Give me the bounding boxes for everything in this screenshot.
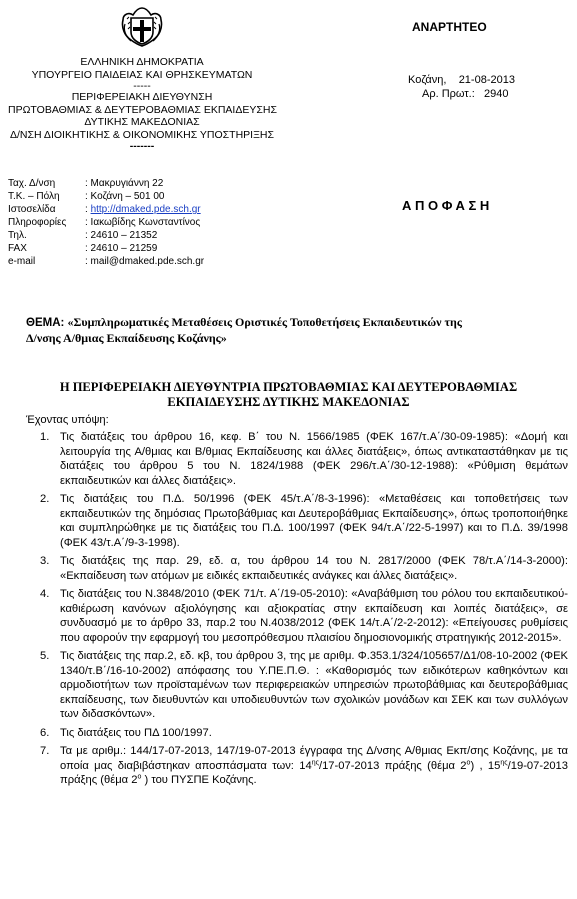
- subject-text-line1: «Συμπληρωματικές Μεταθέσεις Οριστικές Τοποθετήσεις Εκπαιδευτικών της: [67, 315, 462, 329]
- protocol-number: Αρ. Πρωτ.: 2940: [422, 88, 509, 100]
- org-line-republic: ΕΛΛΗΝΙΚΗ ΔΗΜΟΚΡΑΤΙΑ: [80, 56, 204, 68]
- publish-stamp: ΑΝΑΡΤΗΤΕΟ: [412, 20, 487, 34]
- contact-phone: Τηλ. : 24610 – 21352: [8, 230, 158, 241]
- subject-block: [26, 315, 570, 346]
- contact-information-person: Πληροφορίες : Ιακωβίδης Κωνσταντίνος: [8, 217, 201, 228]
- org-line-ministry: ΥΠΟΥΡΓΕΙΟ ΠΑΙΔΕΙΑΣ ΚΑΙ ΘΡΗΣΚΕΥΜΑΤΩΝ: [31, 68, 253, 81]
- coat-of-arms-emblem: [119, 6, 165, 52]
- website-link[interactable]: http://dmaked.pde.sch.gr: [90, 204, 201, 215]
- list-item: 7. Τα με αριθμ.: 144/17-07-2013, 147/19-07-2013 έγγραφα της Δ/νσης Α/θμιας Εκπ/σης Κοζάνης, με τα οποία μας διαβιβάστηκαν αποσπάσματα των: $14^{\eta\varsigma}/17-07-2013$ πράξης (θέμα $2^o$) , $15^{\eta\varsigma}/19-07-2013$ πράξης (θέμα $2^o$ ) του ΠΥΣΠΕ Κοζάνης.: [40, 745, 568, 786]
- place-date: Κοζάνη, 21-08-2013: [408, 74, 515, 86]
- decision-title: Α Π Ο Φ Α Σ Η: [402, 198, 490, 213]
- contact-info: [8, 178, 268, 278]
- subject-label: ΘΕΜΑ:: [26, 317, 65, 329]
- org-line-department: Δ/ΝΣΗ ΔΙΟΙΚΗΤΙΚΗΣ & ΟΙΚΟΝΟΜΙΚΗΣ ΥΠΟΣΤΗΡΙΞΗΣ: [10, 128, 274, 141]
- contact-postal-city: Τ.Κ. – Πόλη : Κοζάνη – 501 00: [8, 191, 165, 202]
- director-heading: Η ΠΕΡΙΦΕΡΕΙΑΚΗ ΔΙΕΥΘΥΝΤΡΙΑ ΠΡΩΤΟΒΑΘΜΙΑΣ ΚΑΙ ΔΕΥΤΕΡΟΒΑΘΜΙΑΣ ΕΚΠΑΙΔΕΥΣΗΣ ΔΥΤΙΚΗΣ ΜΑΚΕΔΟΝΙΑΣ: [59, 380, 518, 409]
- org-line-region: ΔΥΤΙΚΗΣ ΜΑΚΕΔΟΝΙΑΣ: [84, 116, 200, 128]
- list-item: 5. Τις διατάξεις της παρ.2, εδ. κβ, του άρθρου 3, της με αριθμ. Φ.353.1/324/105657/Δ1/08-10-2002 (ΦΕΚ 1340/τ.Β΄/16-10-2002) απόφασης του Υ.ΠΕ.Π.Θ. : «Καθορισμός των ειδικότερων καθηκόντων και αρμοδιοτήτων των προϊσταμένων των περιφερειακών υπηρεσιών πρωτοβάθμιας και δευτεροβάθμιας εκπαίδευσης, των διευθυντών και υποδιευθυντών των σχολικών μονάδων και ΣΕΚ και των συλλόγων των διδασκόντων».: [40, 650, 568, 720]
- list-item: 3. Τις διατάξεις της παρ. 29, εδ. α, του άρθρου 14 του Ν. 2817/2000 (ΦΕΚ 78/τ.Α΄/14-3-2000): «Εκπαίδευση των ατόμων με ειδικές εκπαιδευτικές ανάγκες και άλλες διατάξεις».: [40, 555, 568, 582]
- list-item: 2. Τις διατάξεις του Π.Δ. 50/1996 (ΦΕΚ 45/τ.Α΄/8-3-1996): «Μεταθέσεις και τοποθετήσεις των εκπαιδευτικών της δημόσιας Πρωτοβάθμιας και Δευτεροβάθμιας Εκπαίδευσης», όπως τροποποιήθηκε και συμπληρώθηκε με τις διατάξεις του Π.Δ. 100/1997 (ΦΕΚ 94/τ.Α΄/22-5-1997) και το Π.Δ. 39/1998 (ΦΕΚ 43/τ.Α΄/9-3-1998).: [40, 493, 568, 549]
- list-item: 1. Τις διατάξεις του άρθρου 16, κεφ. Β΄ του Ν. 1566/1985 (ΦΕΚ 167/τ.Α΄/30-09-1985): «Δομή και λειτουργία της Α/θμιας και Β/θμιας Εκπαίδευσης και άλλες διατάξεις», όπως αντικαταστάθηκαν με τις διατάξεις του άρθρου 5 του Ν. 1824/1988 (ΦΕΚ 296/τ.Α΄/30-12-1988): «Ρύθμιση θεμάτων εκπαιδευτικών και άλλες διατάξεις».: [40, 431, 568, 487]
- org-separator: -----: [133, 80, 151, 92]
- list-item: 4. Τις διατάξεις του Ν.3848/2010 (ΦΕΚ 71/τ. Α΄/19-05-2010): «Αναβάθμιση του ρόλου του εκπαιδευτικού-καθιέρωση κανόνων αξιολόγησης και αξιοκρατίας στην εκπαίδευση και λοιπές διατάξεις», σε συνδυασμό με το άρθρο 33, παρ.2 του Ν.4038/2012 (ΦΕΚ 14/τ.Α΄/2-2-2012): «Επείγουσες ρυθμίσεις που αφορούν την εφαρμογή του μεσοπρόθεσμου πλαισίου δημοσιονομικής στρατηγικής 2012-2015».: [40, 588, 568, 644]
- contact-email: e-mail : mail@dmaked.pde.sch.gr: [8, 256, 205, 267]
- considerations-list: [32, 430, 568, 792]
- org-line-education-levels: ΠΡΩΤΟΒΑΘΜΙΑΣ & ΔΕΥΤΕΡΟΒΑΘΜΙΑΣ ΕΚΠΑΙΔΕΥΣΗΣ: [8, 103, 277, 116]
- contact-address: Ταχ. Δ/νση : Μακρυγιάννη 22: [8, 178, 164, 189]
- subject-text-line2: Δ/νσης Α/θμιας Εκπαίδευσης Κοζάνης»: [26, 331, 227, 345]
- list-item: 6. Τις διατάξεις του ΠΔ 100/1997.: [40, 726, 212, 739]
- organization-header: [8, 56, 276, 151]
- contact-fax: FAX : 24610 – 21259: [8, 243, 158, 254]
- considerations-intro: Έχοντας υπόψη:: [26, 414, 109, 426]
- contact-website: Ιστοσελίδα : http://dmaked.pde.sch.gr: [8, 204, 201, 215]
- org-line-regional-directorate: ΠΕΡΙΦΕΡΕΙΑΚΗ ΔΙΕΥΘΥΝΣΗ: [71, 91, 213, 103]
- org-separator: -------: [129, 140, 155, 152]
